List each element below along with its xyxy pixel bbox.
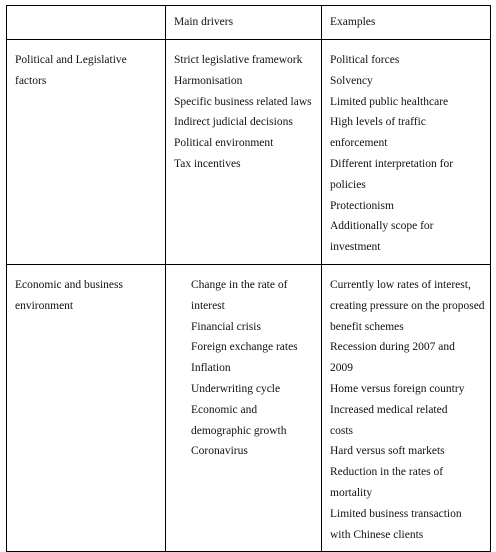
- category-label: Economic and business environment: [15, 278, 123, 312]
- list-item: Limited business transaction with Chinese clients: [330, 507, 462, 541]
- list-item: Increased medical related costs: [330, 403, 448, 437]
- list-item: Recession during 2007 and 2009: [330, 341, 455, 375]
- list-item: Economic and demographic growth: [191, 403, 287, 437]
- list-item: Change in the rate of interest: [191, 278, 288, 312]
- list-item: Protectionism: [330, 199, 394, 212]
- header-cell-main-drivers: [166, 6, 322, 40]
- drivers-cell: [166, 40, 322, 265]
- list-item: Strict legislative framework: [174, 54, 303, 66]
- list-item: Foreign exchange rates: [191, 341, 298, 354]
- table-row: [7, 40, 491, 265]
- list-item: Hard versus soft markets: [330, 445, 445, 458]
- list-item: Harmonisation: [174, 74, 243, 87]
- list-item: Additionally scope for investment: [330, 220, 434, 254]
- header-cell-examples: [322, 6, 491, 40]
- drivers-list: [191, 275, 313, 462]
- examples-cell: [322, 40, 491, 265]
- list-item: Home versus foreign country: [330, 382, 465, 395]
- list-item: Currently low rates of interest, creating pressure on the proposed benefit schemes: [330, 278, 485, 333]
- header-examples: Examples: [330, 16, 376, 28]
- table-row: [7, 264, 491, 551]
- drivers-cell: [166, 264, 322, 551]
- list-item: High levels of traffic enforcement: [330, 116, 426, 150]
- list-item: Tax incentives: [174, 157, 241, 170]
- list-item: Financial crisis: [191, 320, 261, 333]
- list-item: Reduction in the rates of mortality: [330, 466, 444, 499]
- list-item: Solvency: [330, 74, 373, 87]
- list-item: Inflation: [191, 362, 231, 375]
- list-item: Coronavirus: [191, 445, 248, 458]
- examples-cell: [322, 264, 491, 551]
- table-header-row: [7, 6, 491, 40]
- list-item: Political forces: [330, 54, 400, 66]
- category-cell: [7, 264, 166, 551]
- list-item: Limited public healthcare: [330, 95, 449, 108]
- drivers-table: [6, 5, 491, 552]
- list-item: Different interpretation for policies: [330, 157, 454, 191]
- list-item: Indirect judicial decisions: [174, 116, 293, 129]
- examples-list: [330, 50, 482, 258]
- examples-list: [330, 275, 485, 545]
- list-item: Specific business related laws: [174, 95, 312, 108]
- category-label: Political and Legislative factors: [15, 54, 127, 87]
- drivers-list: [174, 50, 313, 175]
- list-item: Underwriting cycle: [191, 382, 281, 395]
- header-cell-category: [7, 6, 166, 40]
- list-item: Political environment: [174, 137, 274, 150]
- header-main-drivers: Main drivers: [174, 16, 234, 28]
- category-cell: [7, 40, 166, 265]
